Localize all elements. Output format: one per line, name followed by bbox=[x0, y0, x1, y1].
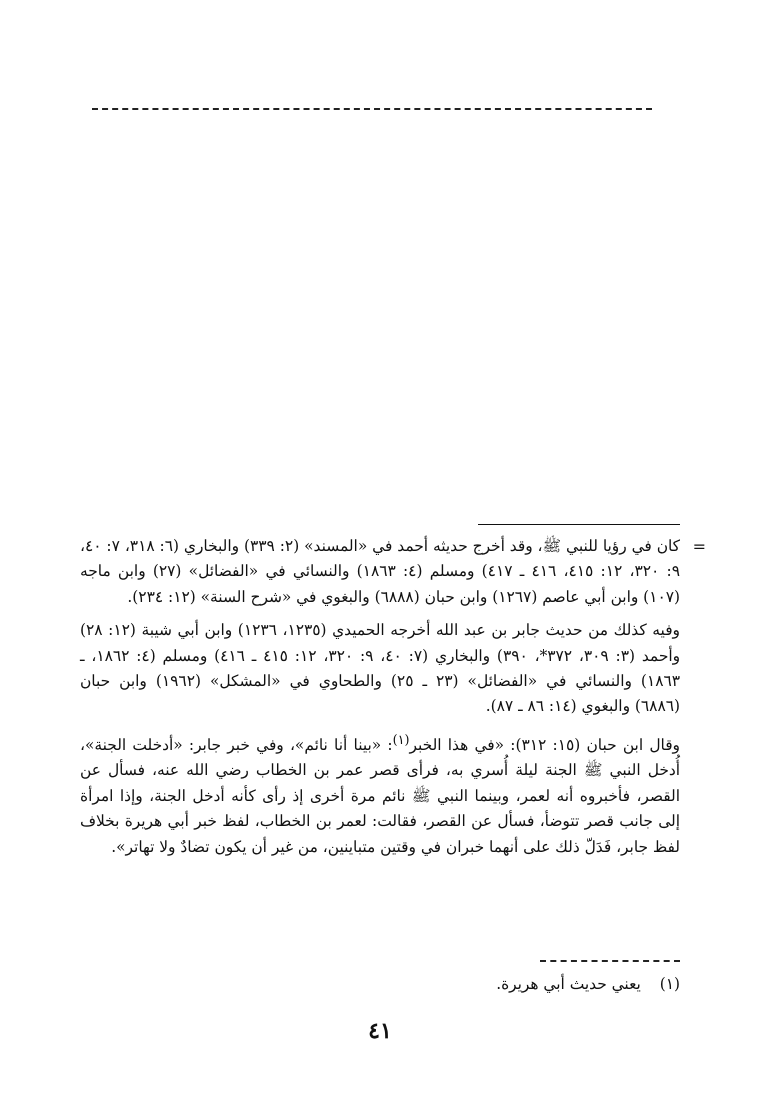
page-number: ٤١ bbox=[368, 1018, 392, 1044]
note-paragraph-1 bbox=[80, 534, 706, 610]
continuation-marker: = bbox=[692, 537, 706, 556]
note-paragraph-2: وفيه كذلك من حديث جابر بن عبد الله أخرجه الحميدي (١٢٣٥، ١٢٣٦) وابن أبي شيبة (١٢: ٢٨) وأحمد (٣: ٣٠٩، ٣٧٢*، ٣٩٠) والبخاري (٧: ٤٠، ٩: ٣٢٠، ١٢: ٤١٥ ـ ٤١٦) ومسلم (٤: ١٨٦٢، ـ ١٨٦٣) والنسائي في «الفضائل» (٢٣ ـ ٢٥) والطحاوي في «المشكل» (١٩٦٢) وابن حبان (٦٨٨٦) والبغوي (١٤: ٨٦ ـ ٨٧). bbox=[80, 621, 681, 716]
footnote-text: يعني حديث أبي هريرة. bbox=[496, 975, 641, 993]
footnote-number: (١) bbox=[659, 975, 680, 993]
footnote bbox=[300, 972, 680, 997]
note-paragraph-1-text: كان في رؤيا للنبي ﷺ، وقد أخرج حديثه أحمد في «المسند» (٢: ٣٣٩) والبخاري (٦: ٣١٨، ٧: ٤٠، ٩: ٣٢٠، ١٢: ٤١٥، ٤١٦ ـ ٤١٧) ومسلم (٤: ١٨٦٣) والنسائي في «الفضائل» (٢٧) وابن ماجه (١٠٧) وابن أبي عاصم (١٢٦٧) وابن حبان (٦٨٨٨) والبغوي في «شرح السنة» (١٢: ٢٣٤). bbox=[80, 537, 681, 606]
continued-notes bbox=[80, 534, 706, 868]
top-dashed-separator bbox=[92, 108, 652, 110]
footnote-reference: (١) bbox=[392, 732, 410, 748]
note-paragraph-3-part1: وقال ابن حبان (١٥: ٣١٢): «في هذا الخبر bbox=[409, 735, 680, 754]
notes-separator bbox=[478, 524, 680, 525]
note-paragraph-3 bbox=[80, 728, 680, 860]
note-paragraph-3-part2: : «بينا أنا نائم»، وفي خبر جابر: «أدخلت الجنة»، أُدخل النبي ﷺ الجنة ليلة أُسري به، فرأى قصر عمر بن الخطاب رضي الله عنه، فسأل عن القصر، فأخبروه أنه لعمر، وبينما النبي ﷺ نائم مرة أخرى إذ رأى كأنه أدخل الجنة، وإذا امرأة إلى جانب قصر تتوضأ، فسأل عن القصر، فقالت: لعمر بن الخطاب، لفظ خبر أبي هريرة بخلاف لفظ جابر، فَدَلّ ذلك على أنهما خبران في وقتين متباينين، من غير أن يكون تضادٌ ولا تهاتر». bbox=[80, 735, 680, 856]
footnote-dashed-separator bbox=[540, 960, 680, 962]
